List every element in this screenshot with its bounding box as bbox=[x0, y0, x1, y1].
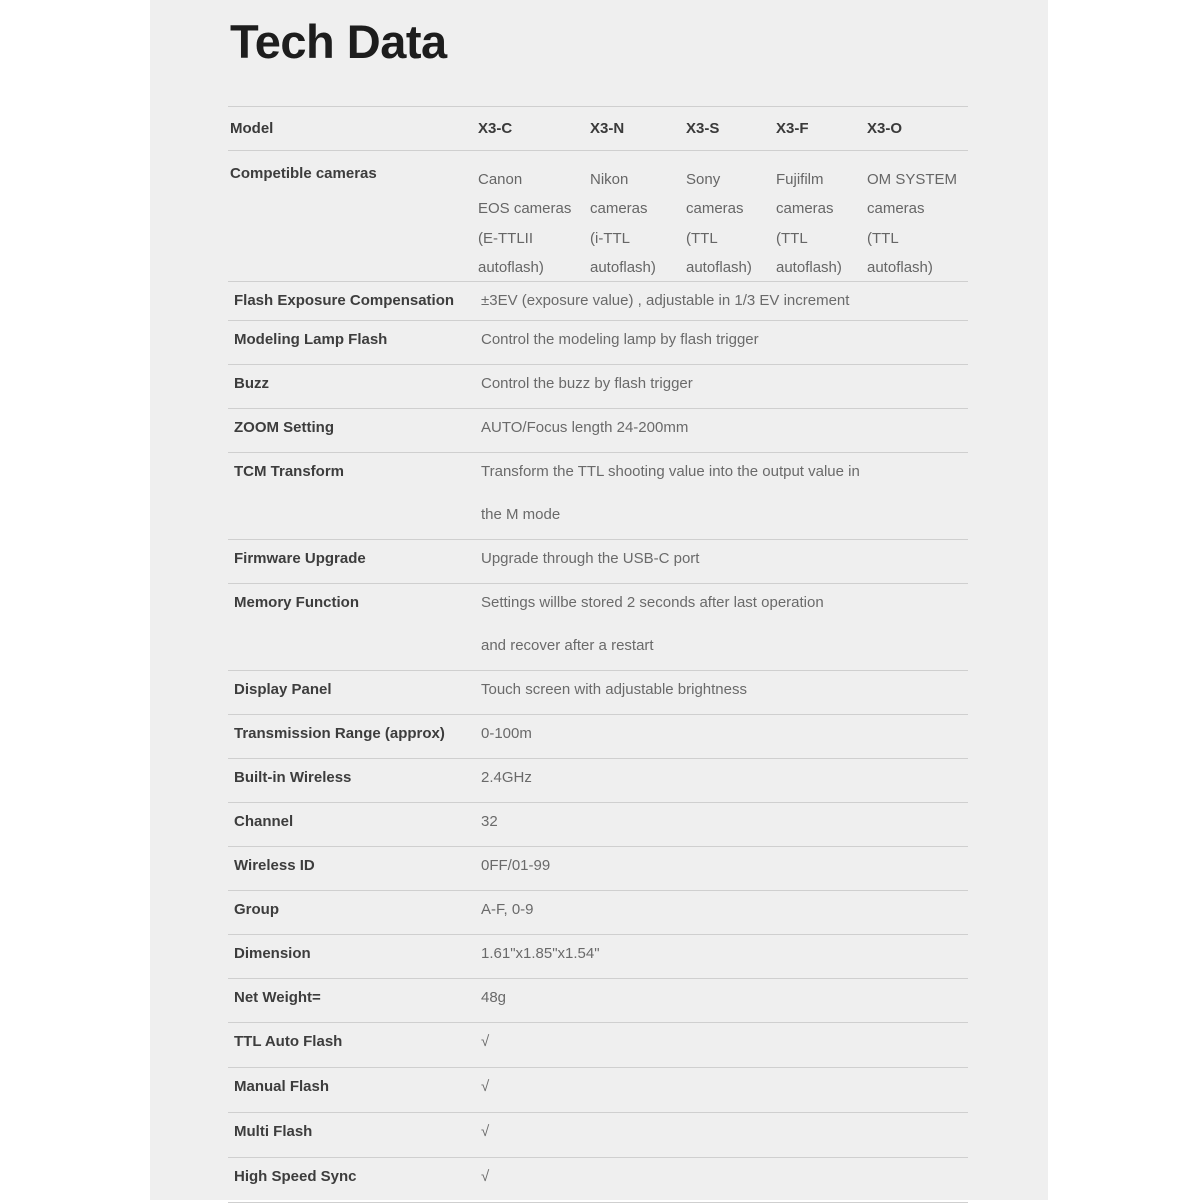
row-label: High Speed Sync bbox=[234, 1168, 357, 1185]
camera-cell-x3-s bbox=[686, 165, 752, 282]
value-line: AUTO/Focus length 24-200mm bbox=[481, 419, 689, 436]
table-row bbox=[228, 584, 968, 671]
row-value bbox=[481, 844, 550, 887]
value-line: Transform the TTL shooting value into the output value in bbox=[481, 463, 860, 480]
row-value bbox=[481, 450, 860, 536]
value-line: Touch screen with adjustable brightness bbox=[481, 681, 747, 698]
table-header-row bbox=[228, 107, 968, 151]
camera-line: (TTL bbox=[867, 229, 899, 247]
value-line: 48g bbox=[481, 989, 507, 1006]
header-x3-f: X3-F bbox=[776, 120, 809, 137]
spec-rows bbox=[228, 282, 968, 1203]
row-label: Memory Function bbox=[234, 594, 360, 611]
camera-line: Canon bbox=[478, 171, 523, 188]
camera-line: cameras bbox=[686, 200, 744, 218]
table-row bbox=[228, 715, 968, 759]
table-row bbox=[228, 1023, 968, 1068]
camera-cell-x3-n bbox=[590, 165, 656, 282]
row-label: Flash Exposure Compensation bbox=[234, 292, 455, 309]
table-row bbox=[228, 979, 968, 1023]
row-value bbox=[481, 362, 693, 405]
row-value bbox=[481, 1110, 489, 1153]
row-label: Display Panel bbox=[234, 681, 332, 698]
table-row bbox=[228, 365, 968, 409]
table-row bbox=[228, 1158, 968, 1203]
table-row bbox=[228, 891, 968, 935]
row-value bbox=[481, 976, 506, 1019]
value-line: A-F, 0-9 bbox=[481, 901, 534, 918]
tech-data-panel bbox=[150, 0, 1048, 1200]
table-row bbox=[228, 1068, 968, 1113]
camera-line: autoflash) bbox=[478, 258, 544, 276]
row-value bbox=[481, 932, 600, 975]
row-value bbox=[481, 279, 849, 322]
value-line: √ bbox=[481, 1168, 490, 1185]
row-label: Group bbox=[234, 901, 279, 918]
value-line: and recover after a restart bbox=[481, 637, 654, 654]
row-value bbox=[481, 537, 699, 580]
table-row bbox=[228, 671, 968, 715]
value-line: Settings willbe stored 2 seconds after last operation bbox=[481, 594, 824, 611]
row-label: Wireless ID bbox=[234, 857, 315, 874]
camera-cell-x3-o bbox=[867, 165, 957, 282]
camera-line: autoflash) bbox=[776, 258, 842, 276]
table-row bbox=[228, 540, 968, 584]
camera-line: (E-TTLII bbox=[478, 229, 533, 247]
table-row bbox=[228, 803, 968, 847]
row-label: Multi Flash bbox=[234, 1123, 313, 1140]
value-line: 1.61"x1.85"x1.54" bbox=[481, 945, 600, 962]
header-x3-s: X3-S bbox=[686, 120, 720, 137]
camera-line: Nikon bbox=[590, 171, 629, 188]
row-value bbox=[481, 318, 759, 361]
row-value bbox=[481, 1155, 489, 1198]
table-row bbox=[228, 282, 968, 321]
table-row bbox=[228, 759, 968, 803]
camera-line: (TTL bbox=[776, 229, 808, 247]
spec-table bbox=[228, 106, 968, 1203]
value-line: √ bbox=[481, 1078, 490, 1095]
row-value bbox=[481, 756, 532, 799]
row-label: Buzz bbox=[234, 375, 269, 392]
camera-line: OM SYSTEM bbox=[867, 171, 958, 188]
camera-line: cameras bbox=[590, 200, 648, 218]
value-line: √ bbox=[481, 1123, 490, 1140]
table-row bbox=[228, 321, 968, 365]
camera-cell-x3-f bbox=[776, 165, 842, 282]
row-label: Modeling Lamp Flash bbox=[234, 331, 388, 348]
camera-line: Fujifilm bbox=[776, 171, 824, 188]
row-label: Firmware Upgrade bbox=[234, 550, 366, 567]
table-row bbox=[228, 935, 968, 979]
table-row bbox=[228, 453, 968, 540]
row-label: Channel bbox=[234, 813, 294, 830]
table-row bbox=[228, 1113, 968, 1158]
table-row bbox=[228, 847, 968, 891]
value-line: Upgrade through the USB-C port bbox=[481, 550, 700, 567]
row-value bbox=[481, 581, 824, 667]
value-line: 2.4GHz bbox=[481, 769, 532, 786]
header-model: Model bbox=[230, 120, 274, 137]
header-x3-c: X3-C bbox=[478, 120, 513, 137]
row-label: ZOOM Setting bbox=[234, 419, 334, 436]
value-line: 0-100m bbox=[481, 725, 532, 742]
value-line: 32 bbox=[481, 813, 498, 830]
value-line: the M mode bbox=[481, 506, 561, 523]
row-label: TCM Transform bbox=[234, 463, 345, 480]
camera-line: Sony bbox=[686, 171, 721, 188]
camera-line: autoflash) bbox=[590, 258, 656, 276]
row-value bbox=[481, 668, 747, 711]
row-value bbox=[481, 1065, 489, 1108]
value-line: 0FF/01-99 bbox=[481, 857, 551, 874]
value-line: ±3EV (exposure value) , adjustable in 1/3 EV increment bbox=[481, 292, 850, 309]
row-label: Dimension bbox=[234, 945, 311, 962]
header-x3-n: X3-N bbox=[590, 120, 625, 137]
camera-line: cameras bbox=[867, 200, 925, 218]
header-x3-o: X3-O bbox=[867, 120, 903, 137]
camera-line: EOS cameras bbox=[478, 200, 572, 218]
row-label: Built-in Wireless bbox=[234, 769, 352, 786]
camera-cell-x3-c bbox=[478, 165, 571, 282]
value-line: √ bbox=[481, 1033, 490, 1050]
camera-line: autoflash) bbox=[867, 258, 933, 276]
page-title: Tech Data bbox=[230, 15, 447, 68]
row-label: Manual Flash bbox=[234, 1078, 330, 1095]
camera-line: (i-TTL bbox=[590, 229, 630, 247]
compatible-cameras-label: Competible cameras bbox=[230, 165, 377, 182]
camera-line: cameras bbox=[776, 200, 834, 218]
compatible-cameras-row bbox=[228, 151, 968, 282]
camera-line: autoflash) bbox=[686, 258, 752, 276]
value-line: Control the buzz by flash trigger bbox=[481, 375, 693, 392]
row-value bbox=[481, 800, 498, 843]
row-value bbox=[481, 1020, 489, 1063]
value-line: Control the modeling lamp by flash trigger bbox=[481, 331, 759, 348]
row-label: Transmission Range (approx) bbox=[234, 725, 445, 742]
row-value bbox=[481, 888, 534, 931]
table-row bbox=[228, 409, 968, 453]
row-label: Net Weight= bbox=[234, 989, 321, 1006]
camera-line: (TTL bbox=[686, 229, 718, 247]
row-value bbox=[481, 712, 532, 755]
row-value bbox=[481, 406, 688, 449]
row-label: TTL Auto Flash bbox=[234, 1033, 343, 1050]
